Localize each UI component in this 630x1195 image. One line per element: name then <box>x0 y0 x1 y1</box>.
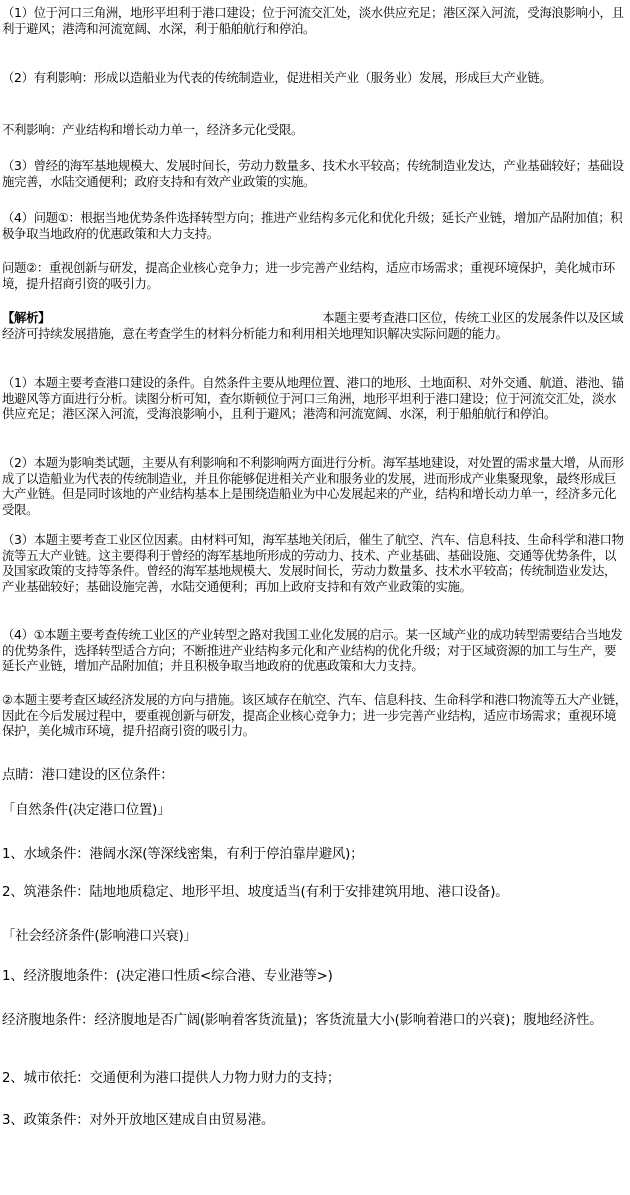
answer-1: （1）位于河口三角洲，地形平坦利于港口建设；位于河流交汇处，淡水供应充足；港区深入河流，受海浪影响小，且利于避风；港湾和河流宽阔、水深，利于船舶航行和停泊。 <box>2 5 624 36</box>
answer-3: （3）曾经的海军基地规模大、发展时间长，劳动力数量多、技术水平较高；传统制造业发达，产业基础较好；基础设施完善，水陆交通便利；政府支持和有效产业政策的实施。 <box>2 158 624 189</box>
answer-2-negative: 不利影响：产业结构和增长动力单一，经济多元化受限。 <box>2 122 304 137</box>
analysis-intro-text: 本题主要考查港口区位，传统工业区的发展条件以及区域经济可持续发展措施，意在考查学生的材料分析能力和利用相关地理知识解决实际问题的能力。 <box>2 310 624 341</box>
analysis-para-4: （4）①本题主要考查传统工业区的产业转型之路对我国工业化发展的启示。某一区域产业的成功转型需要结合当地发的优势条件，选择转型适合方向；不断推进产业结构多元化和产业结构的优化升级；对于区域资源的加工与生产，要延长产业链，增加产品附加值；并且积极争取当地政府的优惠政策和大力支持。 <box>2 627 623 673</box>
natural-item-2: 2、筑港条件：陆地地质稳定、地形平坦、坡度适当(有利于安排建筑用地、港口设备)。 <box>2 885 509 900</box>
key-point-title: 点睛：港口建设的区位条件： <box>2 768 174 783</box>
analysis-para-1: （1）本题主要考查港口建设的条件。自然条件主要从地理位置、港口的地形、土地面积、对外交通、航道、港池、锚地避风等方面进行分析。读图分析可知，查尔斯顿位于河口三角洲，地形平坦利于港口建设；位于河流交汇处，淡水供应充足；港区深入河流，受海浪影响小，且利于避风；港湾和河流宽阔、水深，利于船舶航行和停泊。 <box>2 375 624 421</box>
answer-4-q1: （4）问题①：根据当地优势条件选择转型方向；推进产业结构多元化和优化升级；延长产业链，增加产品附加值；积极争取当地政府的优惠政策和大力支持。 <box>2 210 623 241</box>
analysis-label: 【解析】 <box>2 310 51 325</box>
answer-2: （2）有利影响：形成以造船业为代表的传统制造业，促进相关产业（服务业）发展，形成巨大产业链。 <box>2 70 552 85</box>
social-item-3: 3、政策条件：对外开放地区建成自由贸易港。 <box>2 1113 275 1128</box>
analysis-intro <box>2 310 627 341</box>
natural-conditions-heading: 「自然条件(决定港口位置)」 <box>2 803 171 818</box>
analysis-para-3: （3）本题主要考查工业区位因素。由材料可知，海军基地关闭后，催生了航空、汽车、信息科技、生命科学和港口物流等五大产业链。这主要得利于曾经的海军基地所形成的劳动力、技术、产业基础、基础设施、交通等优势条件，以及国家政策的支持等条件。曾经的海军基地规模大、发展时间长，劳动力数量多、技术水平较高；传统制造业发达，产业基础较好；基础设施完善，水陆交通便利；再加上政府支持和有效产业政策的实施。 <box>2 532 624 594</box>
analysis-para-5: ②本题主要考查区域经济发展的方向与措施。该区域存在航空、汽车、信息科技、生命科学和港口物流等五大产业链，因此在今后发展过程中，要重视创新与研发，提高企业核心竞争力；进一步完善产业结构，适应市场需求；重视环境保护，美化城市环境，提升招商引资的吸引力。 <box>2 692 627 738</box>
answer-4-q2: 问题②：重视创新与研发，提高企业核心竞争力；进一步完善产业结构，适应市场需求；重视环境保护，美化城市环境，提升招商引资的吸引力。 <box>2 260 615 291</box>
social-conditions-heading: 「社会经济条件(影响港口兴衰)」 <box>2 929 197 944</box>
natural-item-1: 1、水域条件：港阔水深(等深线密集，有利于停泊靠岸避风)； <box>2 847 364 862</box>
social-item-1: 1、经济腹地条件：(决定港口性质<综合港、专业港等>) <box>2 969 333 984</box>
analysis-para-2: （2）本题为影响类试题，主要从有利影响和不利影响两方面进行分析。海军基地建设，对处置的需求量大增，从而形成了以造船业为代表的传统制造业，并且你能够促进相关产业和服务业的发展，进而形成产业集聚现象，最终形成巨大产业链。但是同时该地的产业结构基本上是围绕造船业为中心发展起来的产业，结构和增长动力单一，经济多元化受限。 <box>2 455 624 517</box>
social-item-1-detail: 经济腹地条件：经济腹地是否广阔(影响着客货流量)；客货流量大小(影响着港口的兴衰)；腹地经济性。 <box>2 1013 603 1028</box>
social-item-2: 2、城市依托：交通便利为港口提供人力物力财力的支持； <box>2 1071 341 1086</box>
